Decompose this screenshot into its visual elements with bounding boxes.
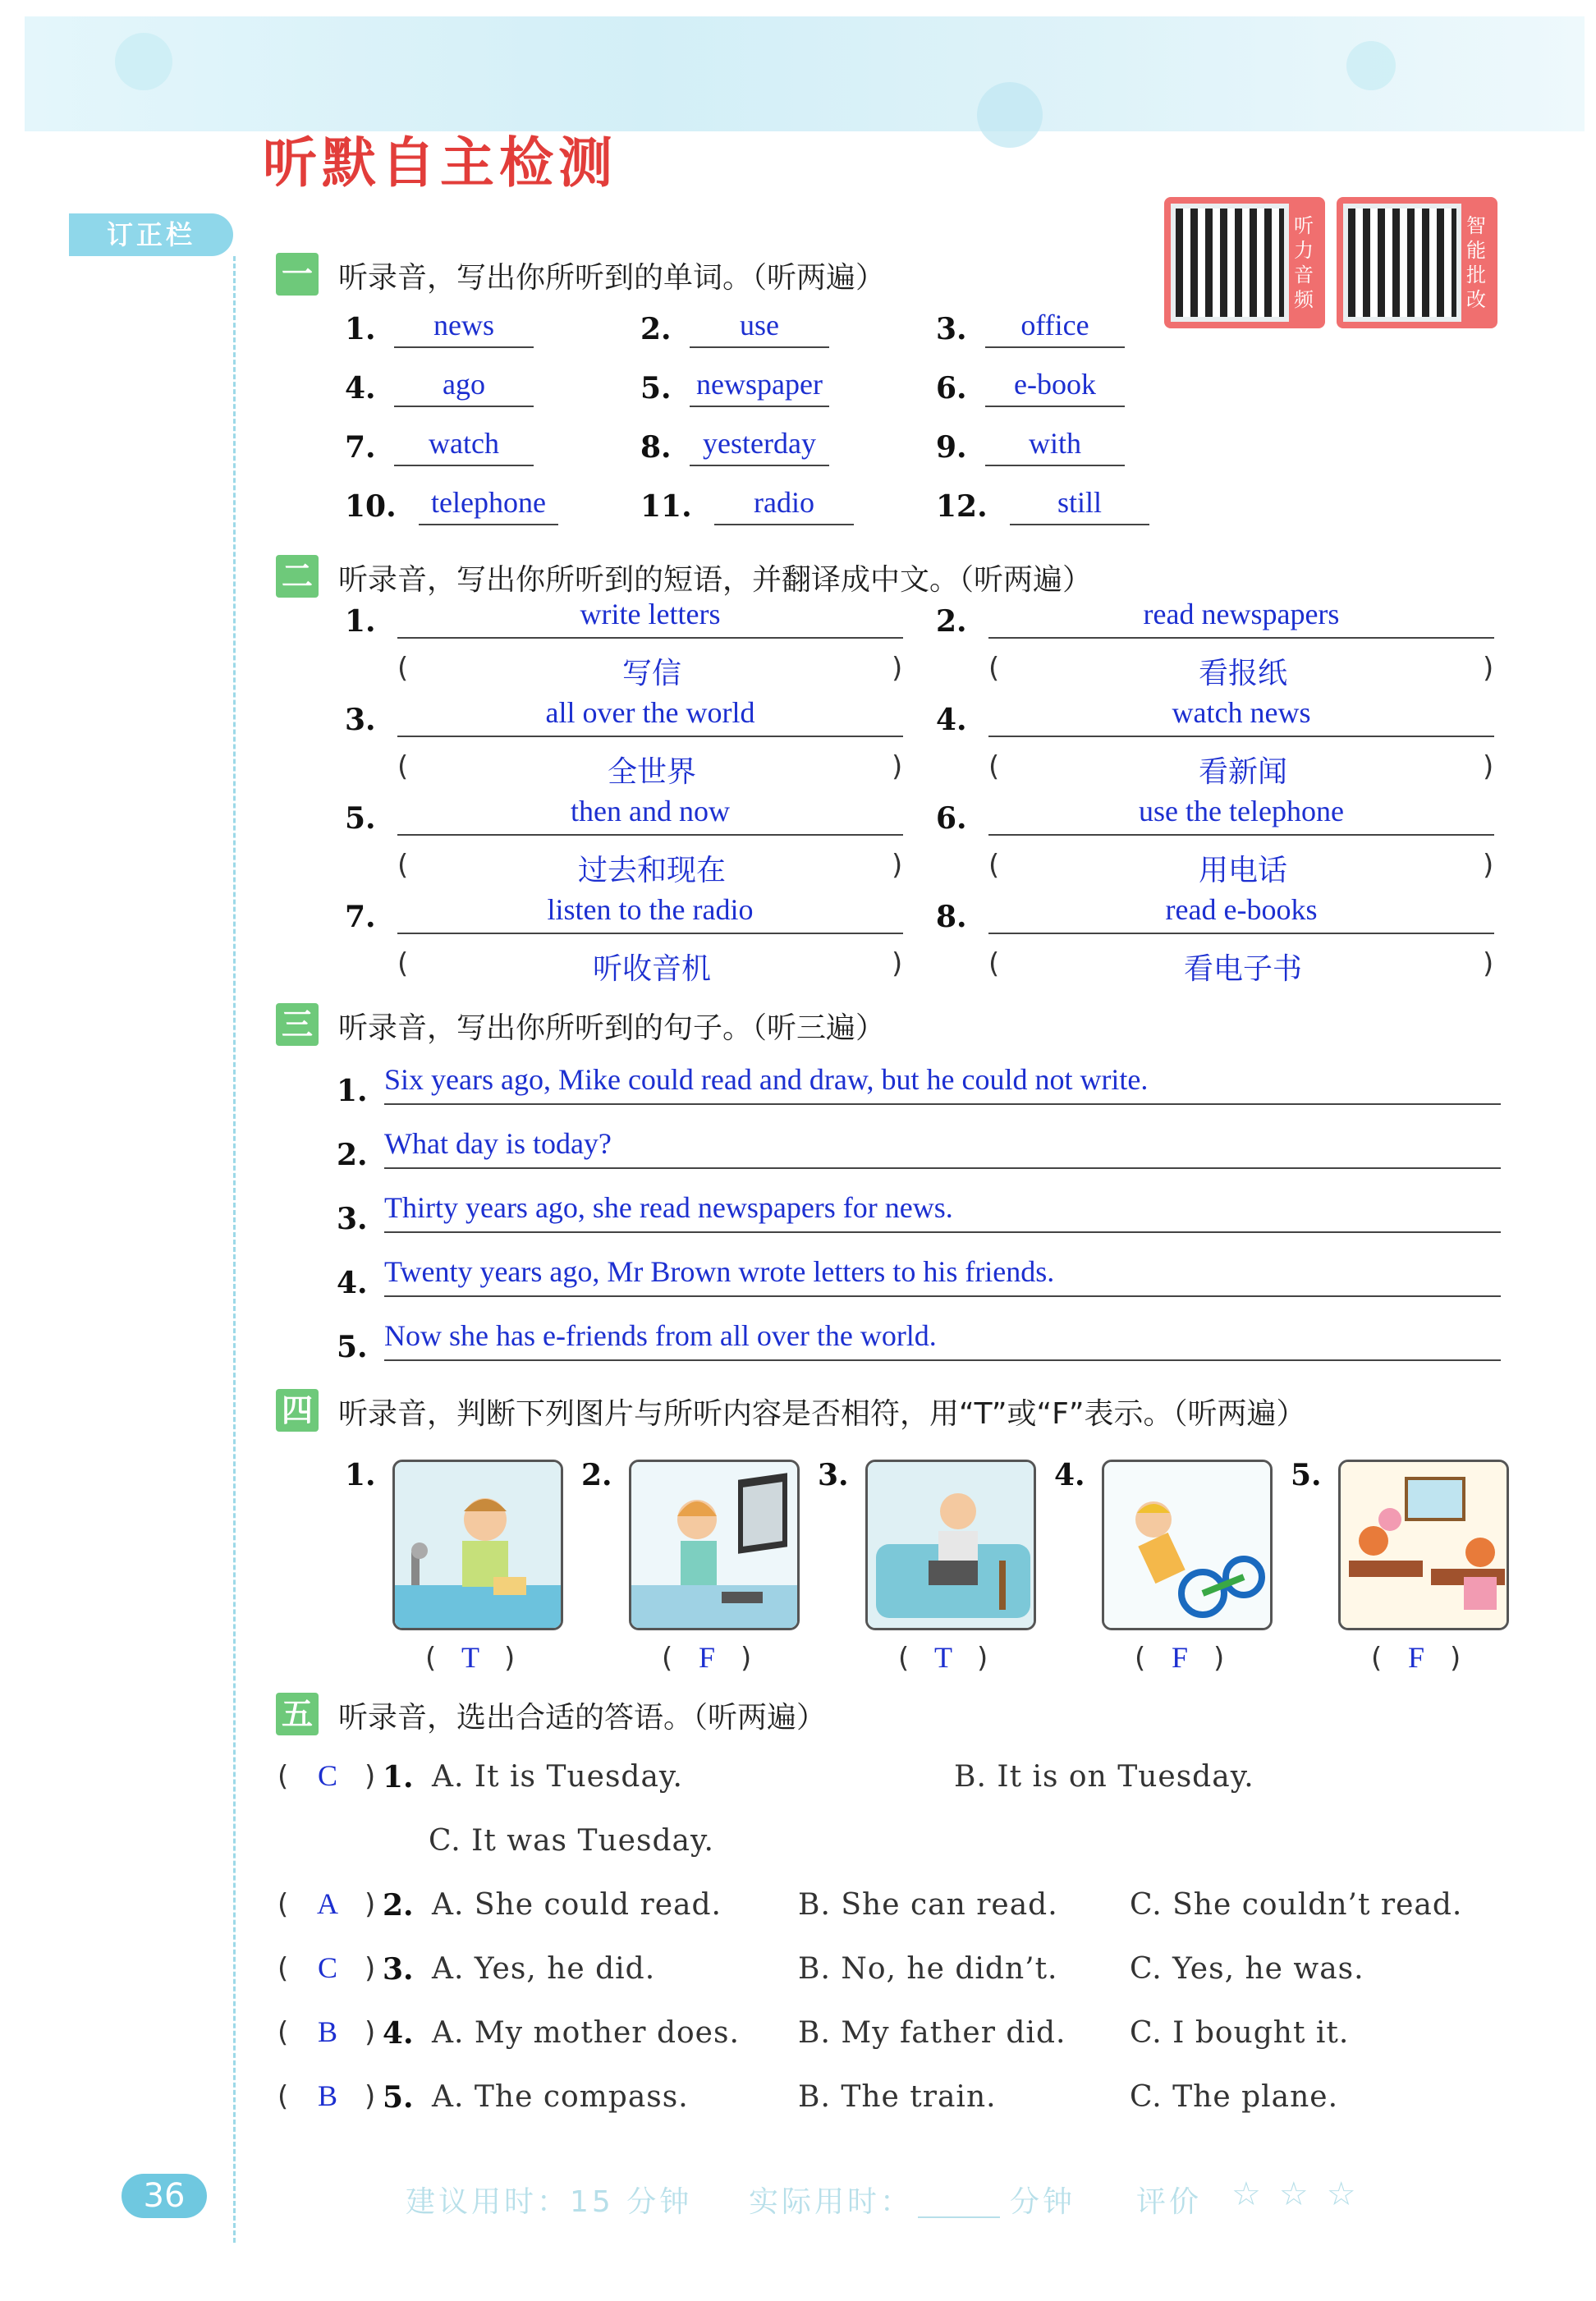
item-number: 1. xyxy=(345,1458,376,1492)
tf-answer-field[interactable]: T xyxy=(934,1641,952,1674)
actual-time-unit: 分钟 xyxy=(1010,2185,1076,2219)
option-a[interactable]: A. It is Tuesday. xyxy=(432,1760,683,1794)
item-number: 2. xyxy=(640,312,672,346)
item-number: 7. xyxy=(345,430,376,465)
option-a[interactable]: A. She could read. xyxy=(432,1888,722,1922)
word-answer-field[interactable]: with xyxy=(985,425,1125,466)
item-number: 2. xyxy=(383,1888,414,1923)
option-b[interactable]: B. She can read. xyxy=(798,1888,1058,1922)
word-answer-field[interactable]: still xyxy=(1010,484,1149,525)
tf-answer-field[interactable]: F xyxy=(1407,1641,1425,1674)
sentence-answer-field[interactable]: Twenty years ago, Mr Brown wrote letters to his friends. xyxy=(384,1251,1501,1297)
item-number: 9. xyxy=(936,430,967,465)
paren-open: ( xyxy=(397,652,409,685)
word-answer-field[interactable]: radio xyxy=(714,484,854,525)
option-b[interactable]: B. It is on Tuesday. xyxy=(954,1760,1254,1794)
section-3-marker: 三 xyxy=(276,1003,319,1046)
phrase-answer-field[interactable]: write letters xyxy=(397,596,903,639)
paren-close: ) xyxy=(741,1642,752,1675)
section-2-title: 听录音，写出你所听到的短语，并翻译成中文。（听两遍） xyxy=(338,563,1093,597)
item-number: 1. xyxy=(345,312,376,346)
phrase-answer-field[interactable]: listen to the radio xyxy=(397,892,903,934)
decor-circle xyxy=(977,82,1043,148)
word-answer-field[interactable]: telephone xyxy=(419,484,558,525)
item-number: 8. xyxy=(936,900,967,934)
rating-label: 评价 xyxy=(1136,2185,1203,2219)
item-number: 10. xyxy=(345,489,397,524)
choice-answer-field[interactable]: B xyxy=(317,2015,337,2048)
option-a[interactable]: A. The compass. xyxy=(432,2080,689,2114)
item-number: 3. xyxy=(383,1952,414,1987)
item-number: 3. xyxy=(345,703,376,737)
choice-answer-field[interactable]: A xyxy=(317,1887,338,1920)
tf-answer-field[interactable]: F xyxy=(1171,1641,1189,1674)
translation-answer-field[interactable]: 看电子书 xyxy=(1183,952,1302,986)
paren-close: ) xyxy=(365,2080,376,2113)
word-answer-field[interactable]: office xyxy=(985,307,1125,348)
page-number: 36 xyxy=(122,2174,207,2218)
item-number: 7. xyxy=(345,900,376,934)
tf-answer-field[interactable]: F xyxy=(698,1641,716,1674)
qr-grading-label: 智能批改 xyxy=(1466,214,1486,311)
item-number: 4. xyxy=(383,2016,414,2051)
paren-open: ( xyxy=(898,1642,910,1675)
translation-answer-field[interactable]: 用电话 xyxy=(1198,854,1287,887)
word-answer-field[interactable]: yesterday xyxy=(690,425,829,466)
translation-answer-field[interactable]: 过去和现在 xyxy=(577,854,726,887)
paren-open: ( xyxy=(397,849,409,882)
qr-code-icon xyxy=(1171,204,1289,322)
qr-grading[interactable] xyxy=(1337,197,1497,328)
section-1-marker: 一 xyxy=(276,253,319,296)
qr-audio[interactable] xyxy=(1164,197,1325,328)
qr-code-icon xyxy=(1343,204,1461,322)
option-b[interactable]: B. No, he didn’t. xyxy=(798,1952,1058,1986)
item-number: 3. xyxy=(936,312,967,346)
scene-picture xyxy=(1102,1460,1273,1630)
item-number: 4. xyxy=(936,703,967,737)
paren-open: ( xyxy=(277,1952,289,1985)
word-answer-field[interactable]: e-book xyxy=(985,366,1125,407)
scene-picture xyxy=(392,1460,563,1630)
choice-answer-field[interactable]: B xyxy=(317,2079,337,2112)
item-number: 6. xyxy=(936,371,967,406)
paren-close: ) xyxy=(892,750,903,783)
paren-open: ( xyxy=(988,947,1000,980)
section-4-marker: 四 xyxy=(276,1389,319,1432)
item-number: 4. xyxy=(337,1266,368,1300)
item-number: 1. xyxy=(337,1074,368,1108)
paren-open: ( xyxy=(1371,1642,1383,1675)
item-number: 8. xyxy=(640,430,672,465)
word-answer-field[interactable]: news xyxy=(394,307,534,348)
item-number: 2. xyxy=(581,1458,612,1492)
actual-time-blank[interactable] xyxy=(918,2216,1000,2218)
paren-close: ) xyxy=(892,652,903,685)
word-answer-field[interactable]: ago xyxy=(394,366,534,407)
phrase-answer-field[interactable]: then and now xyxy=(397,793,903,836)
choice-answer-field[interactable]: C xyxy=(317,1951,337,1984)
item-number: 5. xyxy=(1291,1458,1322,1492)
item-number: 6. xyxy=(936,801,967,836)
item-number: 2. xyxy=(936,604,967,639)
word-answer-field[interactable]: use xyxy=(690,307,829,348)
section-4-title: 听录音，判断下列图片与所听内容是否相符，用“T”或“F”表示。（听两遍） xyxy=(338,1397,1306,1431)
paren-open: ( xyxy=(425,1642,437,1675)
correction-column-tag: 订正栏 xyxy=(69,213,233,256)
item-number: 5. xyxy=(383,2080,414,2115)
translation-answer-field[interactable]: 看报纸 xyxy=(1198,657,1287,690)
word-answer-field[interactable]: newspaper xyxy=(690,366,829,407)
page-title: 听默自主检测 xyxy=(263,131,617,195)
translation-answer-field[interactable]: 听收音机 xyxy=(592,952,711,986)
item-number: 2. xyxy=(337,1138,368,1172)
item-number: 5. xyxy=(345,801,376,836)
paren-open: ( xyxy=(988,849,1000,882)
decor-circle xyxy=(1346,41,1396,90)
paren-close: ) xyxy=(977,1642,988,1675)
paren-close: ) xyxy=(1213,1642,1225,1675)
section-3-title: 听录音，写出你所听到的句子。（听三遍） xyxy=(338,1011,886,1045)
option-c[interactable]: C. The plane. xyxy=(1130,2080,1339,2114)
section-5-marker: 五 xyxy=(276,1693,319,1735)
section-5-title: 听录音，选出合适的答语。（听两遍） xyxy=(338,1701,827,1735)
scene-picture xyxy=(865,1460,1036,1630)
paren-open: ( xyxy=(988,750,1000,783)
paren-close: ) xyxy=(1450,1642,1461,1675)
paren-open: ( xyxy=(662,1642,673,1675)
item-number: 4. xyxy=(1054,1458,1085,1492)
paren-close: ) xyxy=(892,947,903,980)
option-a[interactable]: A. Yes, he did. xyxy=(432,1952,656,1986)
scene-picture xyxy=(629,1460,800,1630)
item-number: 5. xyxy=(337,1330,368,1364)
item-number: 1. xyxy=(345,604,376,639)
option-c[interactable]: C. She couldn’t read. xyxy=(1130,1888,1463,1922)
phrase-answer-field[interactable]: read newspapers xyxy=(988,596,1494,639)
paren-close: ) xyxy=(365,1952,376,1985)
paren-open: ( xyxy=(277,2016,289,2049)
section-1-title: 听录音，写出你所听到的单词。（听两遍） xyxy=(338,261,886,295)
sidebar-divider xyxy=(233,256,236,2243)
paren-close: ) xyxy=(365,2016,376,2049)
paren-open: ( xyxy=(397,750,409,783)
option-c[interactable]: C. It was Tuesday. xyxy=(429,1824,714,1858)
sentence-answer-field[interactable]: Now she has e-friends from all over the world. xyxy=(384,1315,1501,1361)
tf-answer-field[interactable]: T xyxy=(461,1641,479,1674)
paren-open: ( xyxy=(277,1760,289,1793)
translation-answer-field[interactable]: 看新闻 xyxy=(1198,755,1287,789)
item-number: 12. xyxy=(936,489,988,524)
choice-answer-field[interactable]: C xyxy=(317,1759,337,1792)
sentence-answer-field[interactable]: Six years ago, Mike could read and draw, but he could not write. xyxy=(384,1059,1501,1105)
word-answer-field[interactable]: watch xyxy=(394,425,534,466)
option-a[interactable]: A. My mother does. xyxy=(432,2016,740,2050)
item-number: 11. xyxy=(640,489,692,524)
paren-open: ( xyxy=(277,1888,289,1921)
paren-close: ) xyxy=(365,1888,376,1921)
paren-open: ( xyxy=(277,2080,289,2113)
item-number: 3. xyxy=(337,1202,368,1236)
scene-picture xyxy=(1338,1460,1509,1630)
sentence-answer-field[interactable]: Thirty years ago, she read newspapers for news. xyxy=(384,1187,1501,1233)
paren-close: ) xyxy=(365,1760,376,1793)
suggested-time: 建议用时：15 分钟 xyxy=(406,2185,693,2219)
paren-close: ) xyxy=(1483,750,1494,783)
decor-circle xyxy=(115,33,172,90)
paren-close: ) xyxy=(1483,849,1494,882)
phrase-answer-field[interactable]: use the telephone xyxy=(988,793,1494,836)
qr-audio-label: 听力音频 xyxy=(1294,214,1314,311)
option-c[interactable]: C. I bought it. xyxy=(1130,2016,1350,2050)
paren-close: ) xyxy=(892,849,903,882)
phrase-answer-field[interactable]: read e-books xyxy=(988,892,1494,934)
translation-answer-field[interactable]: 写信 xyxy=(621,657,681,690)
paren-open: ( xyxy=(1135,1642,1146,1675)
item-number: 4. xyxy=(345,371,376,406)
rating-stars-icon[interactable]: ☆☆☆ xyxy=(1231,2175,1374,2213)
option-c[interactable]: C. Yes, he was. xyxy=(1130,1952,1364,1986)
item-number: 3. xyxy=(818,1458,849,1492)
paren-close: ) xyxy=(1483,652,1494,685)
paren-open: ( xyxy=(988,652,1000,685)
phrase-answer-field[interactable]: all over the world xyxy=(397,694,903,737)
option-b[interactable]: B. The train. xyxy=(798,2080,997,2114)
paren-close: ) xyxy=(1483,947,1494,980)
actual-time-label: 实际用时： xyxy=(749,2185,914,2219)
paren-open: ( xyxy=(397,947,409,980)
phrase-answer-field[interactable]: watch news xyxy=(988,694,1494,737)
item-number: 5. xyxy=(640,371,672,406)
sentence-answer-field[interactable]: What day is today? xyxy=(384,1123,1501,1169)
item-number: 1. xyxy=(383,1760,414,1795)
paren-close: ) xyxy=(504,1642,516,1675)
translation-answer-field[interactable]: 全世界 xyxy=(607,755,696,789)
section-2-marker: 二 xyxy=(276,555,319,598)
option-b[interactable]: B. My father did. xyxy=(798,2016,1066,2050)
